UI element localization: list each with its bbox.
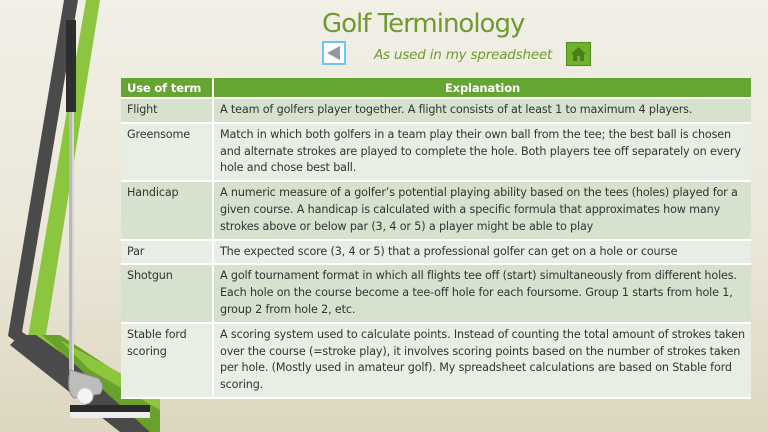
- table-row: [121, 123, 751, 181]
- term-cell: Par: [121, 240, 213, 265]
- back-button[interactable]: [322, 41, 346, 65]
- term-cell: Shotgun: [121, 264, 213, 322]
- term-cell: Flight: [121, 98, 213, 123]
- table-row: [121, 323, 751, 398]
- explanation-cell: A team of golfers player together. A flight consists of at least 1 to maximum 4 players.: [213, 98, 751, 123]
- page-subtitle: As used in my spreadsheet: [374, 47, 553, 63]
- column-header-explanation: Explanation: [213, 78, 751, 98]
- triangle-left-icon: [326, 45, 342, 61]
- table-row: [121, 181, 751, 239]
- term-cell: Greensome: [121, 123, 213, 181]
- home-icon: [570, 46, 587, 62]
- explanation-cell: A numeric measure of a golfer’s potential playing ability based on the tees (holes) played for a given course. A handicap is calculated with a specific formula that approximates how many strokes above or below par (3, 4 or 5) a player might be able to play: [213, 181, 751, 239]
- terminology-table: [121, 78, 751, 399]
- table-row: [121, 264, 751, 322]
- table-row: [121, 240, 751, 265]
- column-header-term: Use of term: [121, 78, 213, 98]
- explanation-cell: A golf tournament format in which all flights tee off (start) simultaneously from different holes. Each hole on the course become a tee-off hole for each foursome. Group 1 starts from hole 1, group 2 from hole 2, etc.: [213, 264, 751, 322]
- explanation-cell: Match in which both golfers in a team play their own ball from the tee; the best ball is chosen and alternate strokes are played to complete the hole. Both players tee off separately on every hole and chose best ball.: [213, 123, 751, 181]
- explanation-cell: A scoring system used to calculate points. Instead of counting the total amount of strokes taken over the course (=stroke play), it involves scoring points based on the number of strokes taken per hole. (Mostly used in amateur golf). My spreadsheet calculations are based on Stable ford scoring.: [213, 323, 751, 398]
- term-cell: Handicap: [121, 181, 213, 239]
- term-cell: Stable ford scoring: [121, 323, 213, 398]
- page-title: Golf Terminology: [322, 9, 525, 39]
- explanation-cell: The expected score (3, 4 or 5) that a professional golfer can get on a hole or course: [213, 240, 751, 265]
- table-header-row: [121, 78, 751, 98]
- home-button[interactable]: [566, 42, 591, 66]
- table-row: [121, 98, 751, 123]
